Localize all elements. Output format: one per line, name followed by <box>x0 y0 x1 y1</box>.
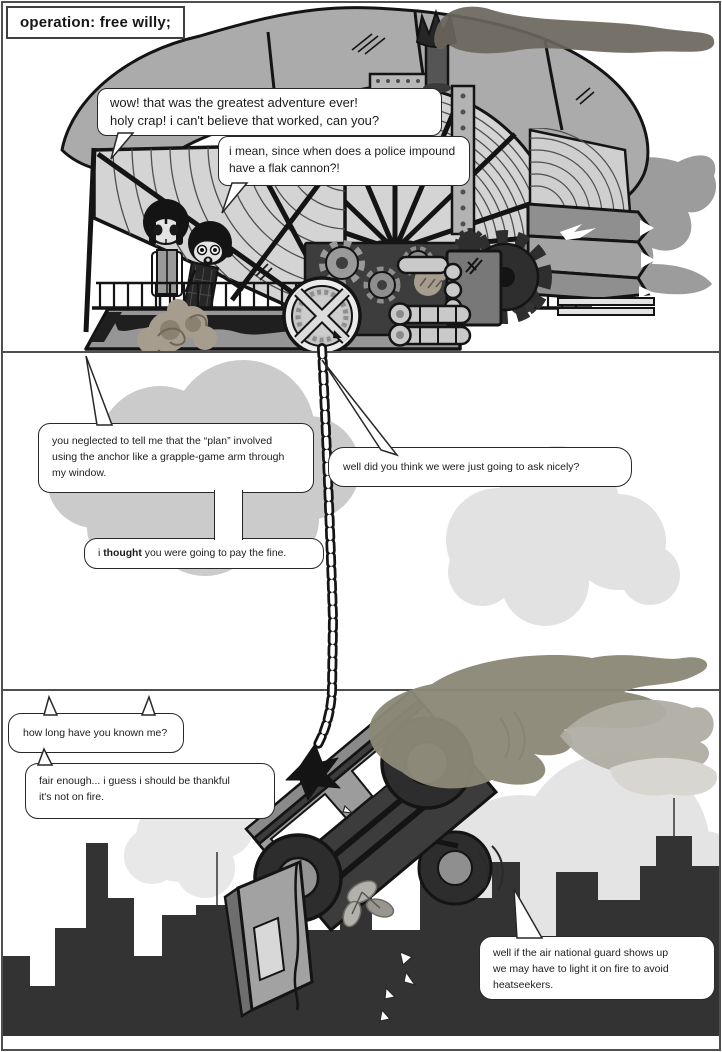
speech-line: using the anchor like a grapple-game arm through <box>52 450 285 463</box>
winch-wheel <box>284 278 360 354</box>
speech-bubble <box>328 447 632 487</box>
speech-line: i thought you were going to pay the fine. <box>98 548 287 559</box>
comic-title-box <box>6 6 185 39</box>
speech-line: it's not on fire. <box>39 790 105 803</box>
speech-line: wow! that was the greatest adventure ever! <box>110 95 358 110</box>
speech-line: you neglected to tell me that the “plan” involved <box>52 435 273 447</box>
speech-line: well if the air national guard shows up <box>493 947 669 959</box>
speech-line: have a flak cannon?! <box>229 161 340 176</box>
speech-line: how long have you known me? <box>23 727 168 739</box>
speech-bubble <box>97 88 442 136</box>
speech-bubble <box>8 713 184 753</box>
speech-line: i mean, since when does a police impound <box>229 144 456 158</box>
speech-bubble <box>84 538 324 569</box>
speech-line: heatseekers. <box>493 978 554 991</box>
speech-line: well did you think we were just going to ask nicely? <box>343 461 580 473</box>
comic-title: operation: free willy; <box>20 14 172 31</box>
speech-line: fair enough... i guess i should be thankful <box>39 775 230 787</box>
speech-bubble <box>218 136 470 186</box>
speech-bubble <box>479 936 715 1000</box>
speech-bubble <box>38 423 314 493</box>
speech-bubble <box>25 763 275 819</box>
speech-line: we may have to light it on fire to avoid <box>493 962 669 975</box>
speech-line: holy crap! i can't believe that worked, can you? <box>110 113 380 129</box>
bubble-connector <box>214 490 243 540</box>
speech-line: my window. <box>52 466 107 479</box>
